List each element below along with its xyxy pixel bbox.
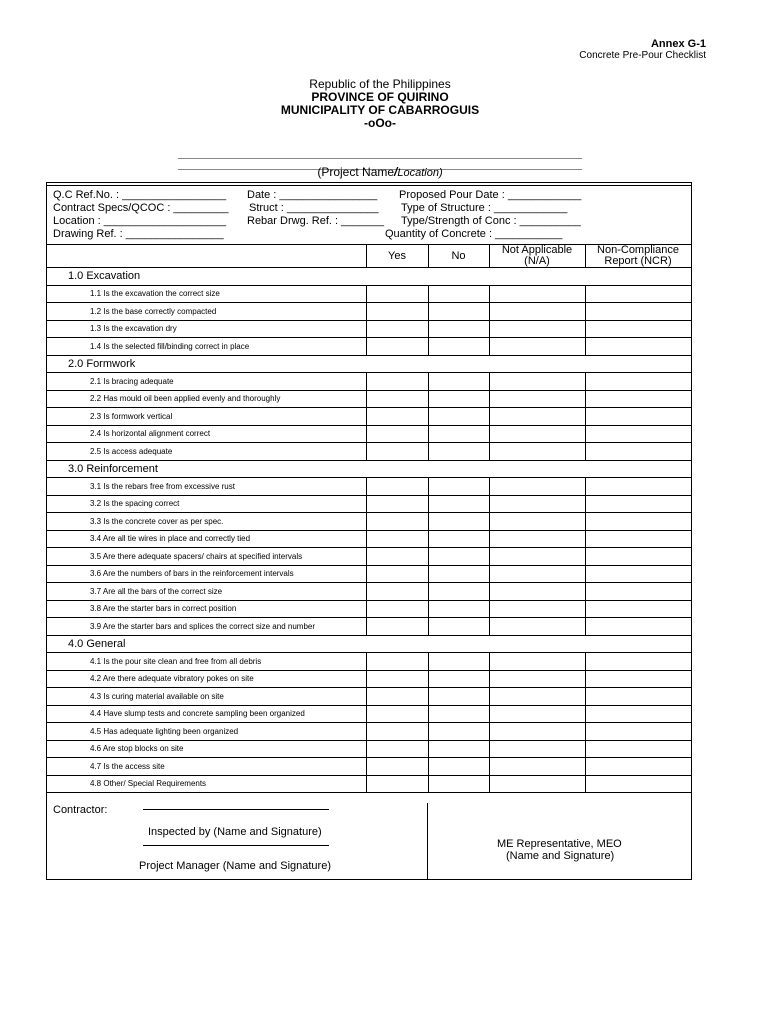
no-cell[interactable] xyxy=(428,583,489,601)
col-ncr-header: Non-Compliance Report (NCR) xyxy=(585,245,691,268)
no-cell[interactable] xyxy=(428,390,489,408)
checklist-item-label: 1.4 Is the selected fill/binding correct in place xyxy=(47,338,366,356)
checklist-item-label: 2.3 Is formwork vertical xyxy=(47,408,366,426)
no-cell[interactable] xyxy=(428,653,489,671)
checklist-item-label: 4.7 Is the access site xyxy=(47,758,366,776)
ncr-cell[interactable] xyxy=(585,303,691,321)
checklist-row xyxy=(47,373,691,391)
checklist-row xyxy=(47,600,691,618)
ncr-cell[interactable] xyxy=(585,670,691,688)
checklist-row xyxy=(47,425,691,443)
checklist-item-label: 2.1 Is bracing adequate xyxy=(47,373,366,391)
ncr-cell[interactable] xyxy=(585,740,691,758)
section-row xyxy=(47,460,691,478)
inspected-signature-line[interactable] xyxy=(143,809,329,810)
project-name-prefix: (Project Name xyxy=(317,165,395,179)
project-line-1 xyxy=(178,148,582,159)
na-cell[interactable] xyxy=(489,320,585,338)
col-no-header: No xyxy=(428,245,489,268)
checklist-item-label: 3.1 Is the rebars free from excessive rust xyxy=(47,478,366,496)
me-representative-label: ME Representative, MEO xyxy=(497,838,622,850)
ncr-cell[interactable] xyxy=(585,688,691,706)
checklist-item-label: 3.4 Are all tie wires in place and correctly tied xyxy=(47,530,366,548)
ncr-cell[interactable] xyxy=(585,548,691,566)
yes-cell[interactable] xyxy=(366,565,428,583)
ncr-cell[interactable] xyxy=(585,618,691,636)
yes-cell[interactable] xyxy=(366,740,428,758)
yes-cell[interactable] xyxy=(366,408,428,426)
ncr-cell[interactable] xyxy=(585,530,691,548)
checklist-item-label: 4.1 Is the pour site clean and free from all debris xyxy=(47,653,366,671)
project-manager-label: Project Manager (Name and Signature) xyxy=(139,860,331,872)
na-cell[interactable] xyxy=(489,775,585,793)
yes-cell[interactable] xyxy=(366,618,428,636)
checklist-row xyxy=(47,443,691,461)
na-cell[interactable] xyxy=(489,653,585,671)
yes-cell[interactable] xyxy=(366,548,428,566)
na-cell[interactable] xyxy=(489,670,585,688)
yes-cell[interactable] xyxy=(366,723,428,741)
section-label: 2.0 Formwork xyxy=(47,355,691,373)
annex-label xyxy=(579,38,706,61)
checklist-item-label: 3.2 Is the spacing correct xyxy=(47,495,366,513)
ncr-cell[interactable] xyxy=(585,600,691,618)
yes-cell[interactable] xyxy=(366,285,428,303)
checklist-item-label: 3.3 Is the concrete cover as per spec. xyxy=(47,513,366,531)
ncr-cell[interactable] xyxy=(585,478,691,496)
na-cell[interactable] xyxy=(489,495,585,513)
no-cell[interactable] xyxy=(428,425,489,443)
location-field[interactable]: Location : ____________________ xyxy=(53,215,227,227)
yes-cell[interactable] xyxy=(366,670,428,688)
contract-specs-field[interactable]: Contract Specs/QCOC : _________ xyxy=(53,202,229,214)
ncr-cell[interactable] xyxy=(585,583,691,601)
yes-cell[interactable] xyxy=(366,758,428,776)
checklist-row xyxy=(47,548,691,566)
col-yes-header: Yes xyxy=(366,245,428,268)
na-cell[interactable] xyxy=(489,530,585,548)
yes-cell[interactable] xyxy=(366,600,428,618)
no-cell[interactable] xyxy=(428,338,489,356)
qc-ref-field[interactable]: Q.C Ref.No. : _________________ xyxy=(53,189,227,201)
checklist-row xyxy=(47,653,691,671)
yes-cell[interactable] xyxy=(366,583,428,601)
na-cell[interactable] xyxy=(489,600,585,618)
section-row xyxy=(47,268,691,286)
checklist-item-label: 3.8 Are the starter bars in correct position xyxy=(47,600,366,618)
ncr-cell[interactable] xyxy=(585,320,691,338)
ncr-cell[interactable] xyxy=(585,758,691,776)
checklist-row xyxy=(47,688,691,706)
checklist-item-label: 3.9 Are the starter bars and splices the correct size and number xyxy=(47,618,366,636)
type-structure-field[interactable]: Type of Structure : ____________ xyxy=(401,202,568,214)
header-province: PROVINCE OF QUIRINO xyxy=(311,90,449,104)
quantity-field[interactable]: Quantity of Concrete : ___________ xyxy=(385,228,563,240)
me-signature-label: (Name and Signature) xyxy=(506,850,615,862)
na-cell[interactable] xyxy=(489,618,585,636)
checklist-item-label: 4.6 Are stop blocks on site xyxy=(47,740,366,758)
header-republic: Republic of the Philippines xyxy=(309,77,451,91)
inspected-by-label: Inspected by (Name and Signature) xyxy=(148,826,322,838)
signature-divider xyxy=(427,803,428,879)
yes-cell[interactable] xyxy=(366,390,428,408)
yes-cell[interactable] xyxy=(366,688,428,706)
ncr-cell[interactable] xyxy=(585,390,691,408)
na-cell[interactable] xyxy=(489,723,585,741)
checklist-item-label: 4.4 Have slump tests and concrete sampling been organized xyxy=(47,705,366,723)
checklist-row xyxy=(47,565,691,583)
ncr-cell[interactable] xyxy=(585,443,691,461)
na-cell[interactable] xyxy=(489,565,585,583)
no-cell[interactable] xyxy=(428,443,489,461)
checklist-row xyxy=(47,723,691,741)
yes-cell[interactable] xyxy=(366,320,428,338)
checklist-item-label: 2.5 Is access adequate xyxy=(47,443,366,461)
annex-subtitle: Concrete Pre-Pour Checklist xyxy=(579,50,706,61)
checklist-row xyxy=(47,775,691,793)
checklist-row xyxy=(47,478,691,496)
na-cell[interactable] xyxy=(489,390,585,408)
table-header-row xyxy=(47,245,691,268)
project-name-location: Location) xyxy=(397,167,443,179)
no-cell[interactable] xyxy=(428,705,489,723)
ncr-cell[interactable] xyxy=(585,513,691,531)
na-cell[interactable] xyxy=(489,513,585,531)
no-cell[interactable] xyxy=(428,548,489,566)
checklist-row xyxy=(47,338,691,356)
rebar-ref-field[interactable]: Rebar Drwg. Ref. : _______ xyxy=(247,215,384,227)
no-cell[interactable] xyxy=(428,495,489,513)
no-cell[interactable] xyxy=(428,723,489,741)
yes-cell[interactable] xyxy=(366,513,428,531)
no-cell[interactable] xyxy=(428,513,489,531)
no-cell[interactable] xyxy=(428,565,489,583)
pm-signature-line[interactable] xyxy=(143,845,329,846)
no-cell[interactable] xyxy=(428,373,489,391)
section-label: 3.0 Reinforcement xyxy=(47,460,691,478)
checklist-row xyxy=(47,408,691,426)
yes-cell[interactable] xyxy=(366,705,428,723)
yes-cell[interactable] xyxy=(366,775,428,793)
checklist-item-label: 2.4 Is horizontal alignment correct xyxy=(47,425,366,443)
ncr-cell[interactable] xyxy=(585,723,691,741)
na-cell[interactable] xyxy=(489,425,585,443)
checklist-row xyxy=(47,740,691,758)
na-cell[interactable] xyxy=(489,408,585,426)
no-cell[interactable] xyxy=(428,408,489,426)
project-name-caption xyxy=(0,165,760,179)
no-cell[interactable] xyxy=(428,775,489,793)
yes-cell[interactable] xyxy=(366,530,428,548)
checklist-row xyxy=(47,618,691,636)
no-cell[interactable] xyxy=(428,758,489,776)
checklist-item-label: 1.3 Is the excavation dry xyxy=(47,320,366,338)
checklist-table xyxy=(47,244,692,793)
checklist-item-label: 4.3 Is curing material available on site xyxy=(47,688,366,706)
na-cell[interactable] xyxy=(489,478,585,496)
checklist-row xyxy=(47,583,691,601)
yes-cell[interactable] xyxy=(366,425,428,443)
section-row xyxy=(47,635,691,653)
ncr-cell[interactable] xyxy=(585,408,691,426)
type-strength-field[interactable]: Type/Strength of Conc : __________ xyxy=(401,215,581,227)
na-cell[interactable] xyxy=(489,740,585,758)
yes-cell[interactable] xyxy=(366,303,428,321)
ncr-cell[interactable] xyxy=(585,653,691,671)
project-name-slash: / xyxy=(394,165,398,179)
section-label: 4.0 General xyxy=(47,635,691,653)
no-cell[interactable] xyxy=(428,600,489,618)
no-cell[interactable] xyxy=(428,618,489,636)
date-field[interactable]: Date : ________________ xyxy=(247,189,378,201)
checklist-row xyxy=(47,705,691,723)
na-cell[interactable] xyxy=(489,303,585,321)
checklist-row xyxy=(47,320,691,338)
ncr-cell[interactable] xyxy=(585,495,691,513)
checklist-form xyxy=(46,182,692,880)
ncr-cell[interactable] xyxy=(585,775,691,793)
no-cell[interactable] xyxy=(428,670,489,688)
ncr-cell[interactable] xyxy=(585,705,691,723)
contractor-label: Contractor: xyxy=(53,804,108,816)
checklist-item-label: 4.2 Are there adequate vibratory pokes on site xyxy=(47,670,366,688)
yes-cell[interactable] xyxy=(366,338,428,356)
pour-date-field[interactable]: Proposed Pour Date : ____________ xyxy=(399,189,582,201)
na-cell[interactable] xyxy=(489,443,585,461)
na-cell[interactable] xyxy=(489,285,585,303)
ncr-cell[interactable] xyxy=(585,565,691,583)
na-cell[interactable] xyxy=(489,548,585,566)
document-header xyxy=(0,78,760,130)
no-cell[interactable] xyxy=(428,688,489,706)
checklist-item-label: 4.5 Has adequate lighting been organized xyxy=(47,723,366,741)
section-label: 1.0 Excavation xyxy=(47,268,691,286)
no-cell[interactable] xyxy=(428,285,489,303)
checklist-item-label: 2.2 Has mould oil been applied evenly and thoroughly xyxy=(47,390,366,408)
yes-cell[interactable] xyxy=(366,373,428,391)
checklist-row xyxy=(47,513,691,531)
ncr-cell[interactable] xyxy=(585,285,691,303)
na-cell[interactable] xyxy=(489,688,585,706)
no-cell[interactable] xyxy=(428,740,489,758)
checklist-row xyxy=(47,758,691,776)
yes-cell[interactable] xyxy=(366,478,428,496)
header-municipality: MUNICIPALITY OF CABARROGUIS xyxy=(280,103,480,117)
checklist-item-label: 1.1 Is the excavation the correct size xyxy=(47,285,366,303)
checklist-row xyxy=(47,303,691,321)
na-cell[interactable] xyxy=(489,338,585,356)
checklist-row xyxy=(47,285,691,303)
no-cell[interactable] xyxy=(428,320,489,338)
checklist-row xyxy=(47,495,691,513)
ncr-cell[interactable] xyxy=(585,338,691,356)
yes-cell[interactable] xyxy=(366,495,428,513)
checklist-item-label: 3.6 Are the numbers of bars in the reinforcement intervals xyxy=(47,565,366,583)
no-cell[interactable] xyxy=(428,303,489,321)
form-top-rule xyxy=(47,185,691,186)
section-row xyxy=(47,355,691,373)
col-na-header: Not Applicable (N/A) xyxy=(489,245,585,268)
checklist-row xyxy=(47,530,691,548)
header-blank-cell xyxy=(47,245,366,268)
annex-title: Annex G-1 xyxy=(650,38,706,50)
checklist-row xyxy=(47,390,691,408)
na-cell[interactable] xyxy=(489,373,585,391)
no-cell[interactable] xyxy=(428,478,489,496)
drawing-ref-field[interactable]: Drawing Ref. : ________________ xyxy=(53,228,224,240)
signature-block xyxy=(47,803,691,879)
na-cell[interactable] xyxy=(489,705,585,723)
checklist-item-label: 3.5 Are there adequate spacers/ chairs at specified intervals xyxy=(47,548,366,566)
yes-cell[interactable] xyxy=(366,653,428,671)
checklist-item-label: 4.8 Other/ Special Requirements xyxy=(47,775,366,793)
struct-field[interactable]: Struct : _______________ xyxy=(249,202,379,214)
checklist-item-label: 1.2 Is the base correctly compacted xyxy=(47,303,366,321)
checklist-item-label: 3.7 Are all the bars of the correct size xyxy=(47,583,366,601)
no-cell[interactable] xyxy=(428,530,489,548)
na-cell[interactable] xyxy=(489,583,585,601)
na-cell[interactable] xyxy=(489,758,585,776)
checklist-row xyxy=(47,670,691,688)
header-separator: -oOo- xyxy=(364,116,396,130)
ncr-cell[interactable] xyxy=(585,373,691,391)
yes-cell[interactable] xyxy=(366,443,428,461)
ncr-cell[interactable] xyxy=(585,425,691,443)
